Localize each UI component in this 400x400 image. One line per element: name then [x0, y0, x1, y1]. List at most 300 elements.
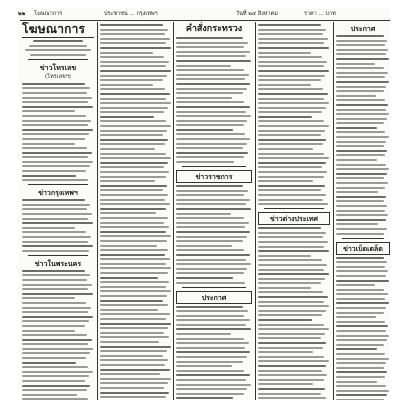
text-line — [258, 342, 326, 344]
text-line — [100, 267, 171, 269]
header-rule — [20, 20, 390, 21]
text-line — [176, 190, 248, 192]
text-line — [100, 98, 166, 100]
text-line — [258, 319, 312, 321]
text-line — [258, 227, 321, 229]
article-body — [100, 24, 172, 400]
text-line — [100, 107, 168, 109]
text-line — [336, 210, 385, 212]
text-line — [258, 365, 326, 367]
text-line — [176, 213, 231, 215]
column-rule — [255, 22, 256, 400]
text-line — [100, 111, 164, 113]
text-line — [258, 241, 328, 243]
text-line — [176, 133, 245, 135]
text-line — [336, 348, 377, 350]
text-line — [22, 245, 93, 247]
text-line — [336, 122, 384, 124]
text-line — [100, 102, 171, 104]
text-line — [258, 236, 323, 238]
text-line — [336, 214, 388, 216]
text-line — [258, 278, 325, 280]
text-line — [258, 291, 323, 293]
text-line — [176, 324, 246, 326]
text-line — [336, 104, 388, 106]
text-line — [176, 101, 244, 103]
text-line — [22, 92, 87, 94]
text-line — [258, 194, 326, 196]
text-line — [336, 131, 385, 133]
column-1 — [22, 22, 94, 400]
text-line — [22, 147, 87, 149]
text-line — [176, 65, 231, 67]
text-line — [100, 313, 170, 315]
text-line — [100, 47, 171, 49]
text-line — [336, 325, 388, 327]
header-publication-name: โฆษณาการ — [34, 11, 63, 17]
text-line — [100, 295, 167, 297]
text-line — [336, 127, 377, 129]
text-line — [258, 38, 328, 40]
text-line — [176, 236, 247, 238]
text-line — [176, 120, 247, 122]
text-line — [100, 75, 167, 77]
article-body — [336, 257, 390, 400]
text-line — [258, 374, 327, 376]
text-line — [100, 286, 166, 288]
text-line — [100, 125, 171, 127]
text-line — [258, 65, 324, 67]
text-line — [176, 365, 232, 367]
masthead-info — [22, 40, 94, 56]
text-line — [176, 384, 251, 386]
text-line — [22, 143, 75, 145]
text-line — [100, 387, 164, 389]
text-line — [336, 293, 388, 295]
text-line — [100, 231, 166, 233]
divider — [342, 238, 384, 239]
text-line — [100, 309, 158, 311]
divider — [28, 59, 88, 60]
text-line — [22, 218, 88, 220]
article-body — [176, 185, 252, 283]
text-line — [100, 148, 155, 150]
text-line — [336, 99, 385, 101]
text-line — [176, 124, 244, 126]
text-line — [176, 361, 243, 363]
divider — [182, 166, 246, 167]
text-line — [100, 263, 166, 265]
text-line — [258, 301, 324, 303]
text-line — [100, 318, 166, 320]
text-line — [22, 352, 90, 354]
text-line — [100, 116, 154, 118]
text-line — [258, 42, 324, 44]
text-line — [22, 343, 88, 345]
text-line — [100, 392, 169, 394]
text-line — [100, 176, 166, 178]
text-line — [100, 120, 166, 122]
text-line — [100, 277, 158, 279]
text-line — [336, 219, 386, 221]
text-line — [336, 109, 386, 111]
text-line — [258, 70, 329, 72]
text-line — [100, 52, 153, 54]
text-line — [100, 79, 163, 81]
text-line — [336, 298, 385, 300]
text-line — [258, 143, 323, 145]
text-line — [258, 333, 325, 335]
text-line — [22, 250, 89, 252]
text-line — [258, 33, 323, 35]
text-line — [100, 212, 156, 214]
text-line — [22, 362, 76, 364]
text-line — [258, 84, 311, 86]
text-line — [176, 315, 244, 317]
text-line — [336, 307, 386, 309]
text-line — [22, 161, 93, 163]
text-line — [336, 63, 375, 65]
text-line — [100, 70, 171, 72]
text-line — [336, 145, 384, 147]
text-line — [22, 394, 77, 396]
text-line — [258, 157, 329, 159]
text-line — [176, 379, 246, 381]
text-line — [22, 366, 88, 368]
text-line — [336, 205, 387, 207]
text-line — [258, 61, 327, 63]
text-line — [22, 110, 75, 112]
text-line — [100, 235, 171, 237]
text-line — [176, 310, 248, 312]
text-line — [100, 304, 168, 306]
text-line — [258, 130, 325, 132]
text-line — [258, 370, 322, 372]
text-line — [100, 84, 153, 86]
text-line — [336, 385, 386, 387]
text-line — [100, 56, 164, 58]
text-line — [33, 40, 83, 42]
text-line — [336, 353, 385, 355]
text-line — [336, 90, 384, 92]
text-line — [336, 390, 389, 392]
text-line — [258, 393, 321, 395]
text-line — [258, 166, 322, 168]
text-line — [176, 129, 233, 131]
text-line — [176, 333, 231, 335]
text-line — [100, 194, 168, 196]
text-line — [258, 269, 324, 271]
text-line — [336, 344, 384, 346]
text-line — [336, 58, 389, 60]
text-line — [22, 274, 90, 276]
column-2 — [100, 22, 172, 400]
text-line — [336, 154, 385, 156]
text-line — [258, 189, 321, 191]
text-line — [176, 342, 249, 344]
text-line — [258, 255, 311, 257]
text-line — [22, 311, 88, 313]
text-line — [336, 136, 389, 138]
text-line — [22, 165, 90, 167]
text-line — [336, 289, 384, 291]
text-line — [22, 124, 88, 126]
column-4 — [258, 22, 330, 400]
divider — [28, 184, 88, 185]
text-line — [176, 222, 249, 224]
text-line — [336, 44, 385, 46]
text-line — [100, 139, 168, 141]
text-line — [22, 175, 76, 177]
text-line — [100, 153, 166, 155]
text-line — [176, 115, 251, 117]
text-line — [258, 125, 329, 127]
text-line — [176, 143, 247, 145]
article-body — [258, 227, 330, 400]
header-publisher: ประชาชน ... กรุงเทพฯ — [104, 11, 158, 17]
text-line — [100, 300, 163, 302]
text-line — [22, 138, 85, 140]
text-line — [258, 203, 328, 205]
text-line — [100, 203, 170, 205]
text-line — [336, 118, 387, 120]
article-heading: ข่าวกรุงเทพฯ — [38, 188, 78, 198]
text-line — [22, 101, 88, 103]
text-line — [336, 381, 377, 383]
text-line — [100, 346, 171, 348]
article-body — [22, 270, 94, 400]
text-line — [22, 270, 85, 272]
text-line — [22, 307, 91, 309]
text-line — [176, 231, 250, 233]
text-line — [336, 394, 387, 396]
text-line — [258, 388, 325, 390]
text-line — [100, 272, 168, 274]
running-header — [18, 9, 378, 19]
header-date: วันที่ ๒๔ สิงหาคม — [236, 11, 278, 17]
article-heading: ประกาศ — [350, 24, 376, 33]
text-line — [176, 78, 245, 80]
text-line — [22, 357, 86, 359]
text-line — [176, 319, 250, 321]
text-line — [176, 37, 243, 39]
article-subheading: (โทรเลขฯ) — [45, 73, 71, 80]
text-line — [176, 388, 247, 390]
text-line — [258, 351, 313, 353]
text-line — [258, 79, 321, 81]
text-line — [258, 232, 326, 234]
text-line — [176, 393, 244, 395]
text-line — [176, 347, 245, 349]
text-line — [100, 327, 168, 329]
text-line — [100, 42, 166, 44]
text-line — [176, 161, 234, 163]
text-line — [176, 245, 232, 247]
article-heading: ข่าวในพระนคร — [34, 258, 82, 268]
text-line — [258, 199, 323, 201]
text-line — [258, 111, 322, 113]
divider — [28, 255, 88, 256]
text-line — [336, 182, 388, 184]
text-line — [100, 171, 169, 173]
text-line — [336, 49, 388, 51]
text-line — [100, 162, 168, 164]
text-line — [22, 316, 93, 318]
text-line — [176, 46, 244, 48]
divider — [182, 287, 246, 288]
article-heading: ข่าวเบ็ดเตล็ด — [336, 242, 390, 255]
page-number: ๒๒ — [18, 11, 26, 17]
text-line — [176, 147, 243, 149]
text-line — [336, 228, 387, 230]
text-line — [336, 141, 386, 143]
text-line — [176, 55, 246, 57]
text-line — [176, 111, 246, 113]
article-heading: ประกาศ — [176, 291, 252, 304]
text-line — [22, 199, 85, 201]
text-line — [176, 282, 245, 284]
text-line — [336, 316, 376, 318]
text-line — [25, 49, 91, 51]
article-heading: ข่าวราชการ — [176, 170, 252, 183]
text-line — [100, 134, 163, 136]
text-line — [336, 187, 385, 189]
text-line — [100, 350, 167, 352]
text-line — [336, 261, 387, 263]
text-line — [100, 222, 164, 224]
text-line — [100, 382, 168, 384]
text-line — [258, 360, 329, 362]
text-line — [336, 164, 386, 166]
text-line — [258, 98, 324, 100]
column-3 — [176, 22, 252, 400]
text-line — [258, 162, 326, 164]
text-line — [176, 106, 250, 108]
text-line — [176, 306, 243, 308]
text-line — [336, 173, 387, 175]
text-line — [176, 42, 248, 44]
text-line — [176, 83, 250, 85]
text-line — [22, 297, 75, 299]
text-line — [30, 54, 86, 56]
text-line — [100, 166, 164, 168]
text-line — [258, 305, 329, 307]
text-line — [22, 129, 93, 131]
text-line — [22, 208, 87, 210]
text-line — [176, 194, 244, 196]
text-line — [258, 185, 325, 187]
text-line — [336, 275, 386, 277]
text-line — [258, 107, 326, 109]
article-body — [176, 37, 252, 163]
text-line — [258, 246, 324, 248]
text-line — [258, 180, 313, 182]
text-line — [22, 170, 86, 172]
text-line — [100, 364, 165, 366]
text-line — [100, 245, 157, 247]
text-line — [336, 95, 376, 97]
text-line — [22, 293, 93, 295]
text-line — [100, 355, 163, 357]
text-line — [100, 38, 170, 40]
text-line — [176, 356, 247, 358]
text-line — [336, 113, 389, 115]
text-line — [258, 314, 322, 316]
article-heading: ข่าวโทรเลข — [39, 62, 77, 72]
text-line — [22, 222, 93, 224]
text-line — [100, 281, 169, 283]
text-line — [22, 106, 93, 108]
text-line — [176, 51, 250, 53]
article-heading: ข่าวต่างประเทศ — [258, 212, 330, 225]
text-line — [336, 53, 386, 55]
text-line — [258, 52, 311, 54]
text-line — [258, 397, 326, 399]
text-line — [100, 396, 166, 398]
text-line — [22, 389, 87, 391]
text-line — [100, 369, 170, 371]
text-line — [258, 148, 313, 150]
text-line — [258, 134, 321, 136]
text-line — [336, 362, 386, 364]
text-line — [176, 97, 232, 99]
text-line — [22, 371, 93, 373]
column-rule — [333, 22, 334, 400]
text-line — [258, 328, 329, 330]
text-line — [100, 249, 168, 251]
text-line — [22, 348, 93, 350]
text-line — [336, 280, 389, 282]
text-line — [100, 378, 171, 380]
text-line — [336, 358, 389, 360]
text-line — [258, 250, 329, 252]
text-line — [336, 270, 388, 272]
text-line — [176, 203, 246, 205]
article-body — [258, 24, 330, 205]
text-line — [22, 284, 92, 286]
text-line — [100, 359, 168, 361]
text-line — [22, 320, 89, 322]
text-line — [176, 60, 251, 62]
text-line — [100, 24, 163, 26]
text-line — [176, 374, 250, 376]
text-line — [176, 92, 243, 94]
text-line — [22, 334, 87, 336]
text-line — [22, 330, 75, 332]
text-line — [336, 72, 388, 74]
text-line — [176, 268, 247, 270]
text-line — [100, 199, 165, 201]
text-line — [22, 236, 91, 238]
text-line — [336, 191, 378, 193]
text-line — [100, 33, 165, 35]
text-line — [100, 226, 169, 228]
text-line — [336, 196, 386, 198]
column-5 — [336, 22, 390, 400]
text-line — [258, 379, 324, 381]
text-line — [100, 336, 169, 338]
article-body — [22, 83, 94, 181]
text-line — [100, 258, 170, 260]
text-line — [258, 75, 325, 77]
text-line — [258, 29, 326, 31]
text-line — [336, 321, 385, 323]
text-line — [336, 312, 384, 314]
text-line — [22, 241, 88, 243]
text-line — [176, 208, 251, 210]
text-line — [258, 287, 311, 289]
header-price: ราคา ... บาท — [304, 11, 336, 17]
